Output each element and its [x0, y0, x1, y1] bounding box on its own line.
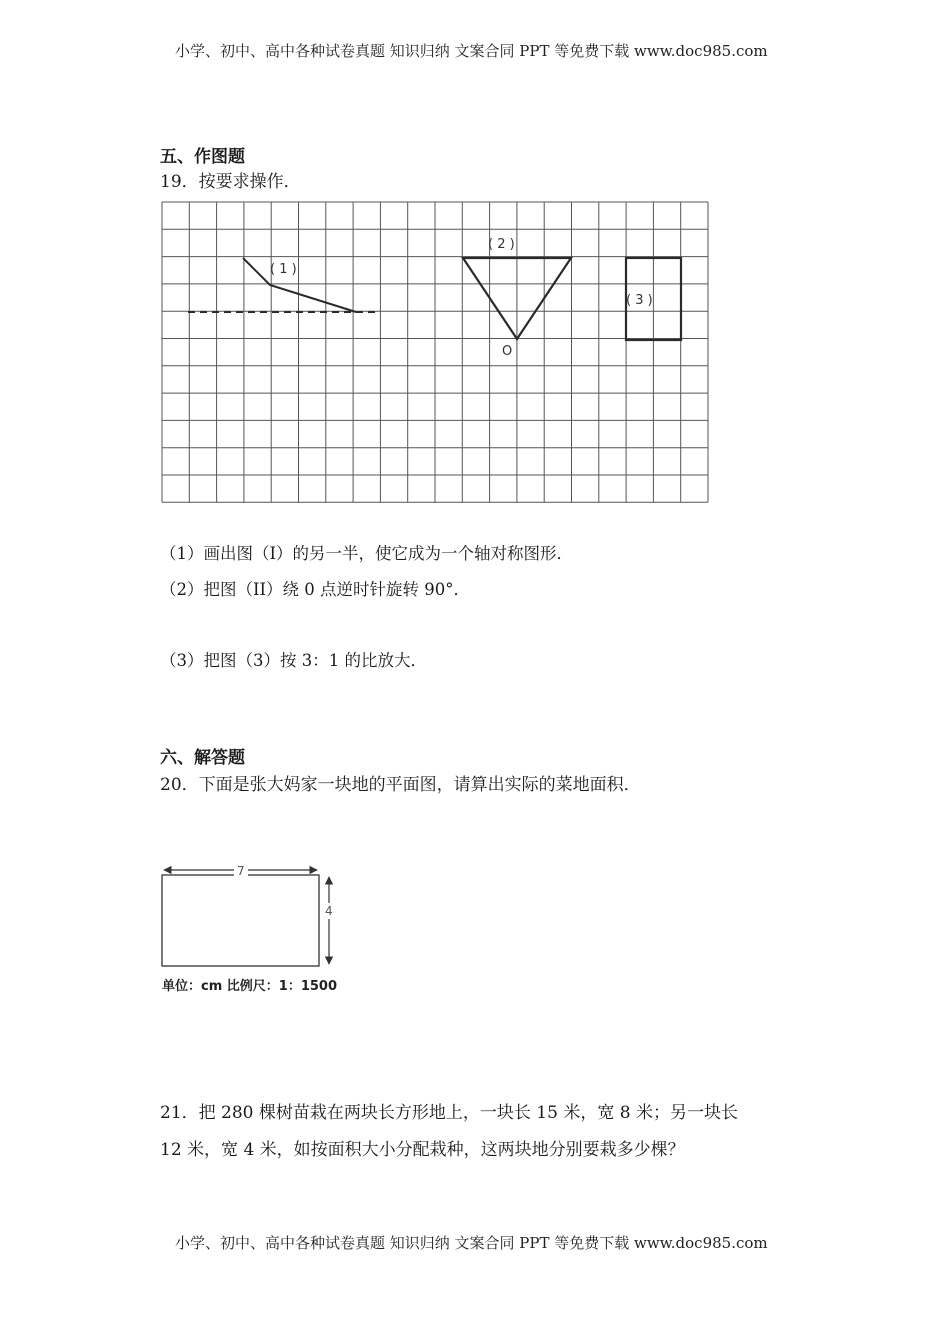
question-19-item-1: （1）画出图（I）的另一半，使它成为一个轴对称图形． [160, 544, 574, 563]
plan-rectangle [162, 875, 319, 966]
section-6-title: 六、解答题 [160, 748, 245, 768]
question-21-line-1: 21．把 280 棵树苗栽在两块长方形地上，一块长 15 米，宽 8 米；另一块长 [160, 1103, 738, 1123]
figure-1-label: ( 1 ) [270, 262, 297, 277]
question-19-prompt: 19．按要求操作． [160, 172, 301, 192]
plan-caption: 单位：cm 比例尺：1：1500 [162, 979, 338, 994]
grid-figure [158, 198, 714, 514]
figure-1-shape [243, 258, 356, 312]
page-header: 小学、初中、高中各种试卷真题 知识归纳 文案合同 PPT 等免费下载 www.doc985.com [175, 42, 768, 60]
page-footer: 小学、初中、高中各种试卷真题 知识归纳 文案合同 PPT 等免费下载 www.doc985.com [175, 1234, 768, 1252]
width-label: 4 [325, 904, 333, 918]
question-19-item-3: （3）把图（3）按 3：1 的比放大． [160, 651, 427, 670]
question-20-prompt: 20．下面是张大妈家一块地的平面图，请算出实际的菜地面积． [160, 775, 641, 795]
question-19-item-2: （2）把图（II）绕 0 点逆时针旋转 90°． [160, 580, 471, 599]
length-label: 7 [237, 864, 245, 878]
grid-lines [162, 202, 708, 502]
figure-2-label: ( 2 ) [488, 237, 515, 252]
section-5-title: 五、作图题 [160, 147, 245, 167]
figure-3-label: ( 3 ) [626, 293, 653, 308]
question-21-line-2: 12 米，宽 4 米，如按面积大小分配栽种，这两块地分别要栽多少棵？ [160, 1140, 685, 1160]
pivot-point-label: O [502, 344, 513, 359]
plan-figure [158, 858, 358, 1000]
